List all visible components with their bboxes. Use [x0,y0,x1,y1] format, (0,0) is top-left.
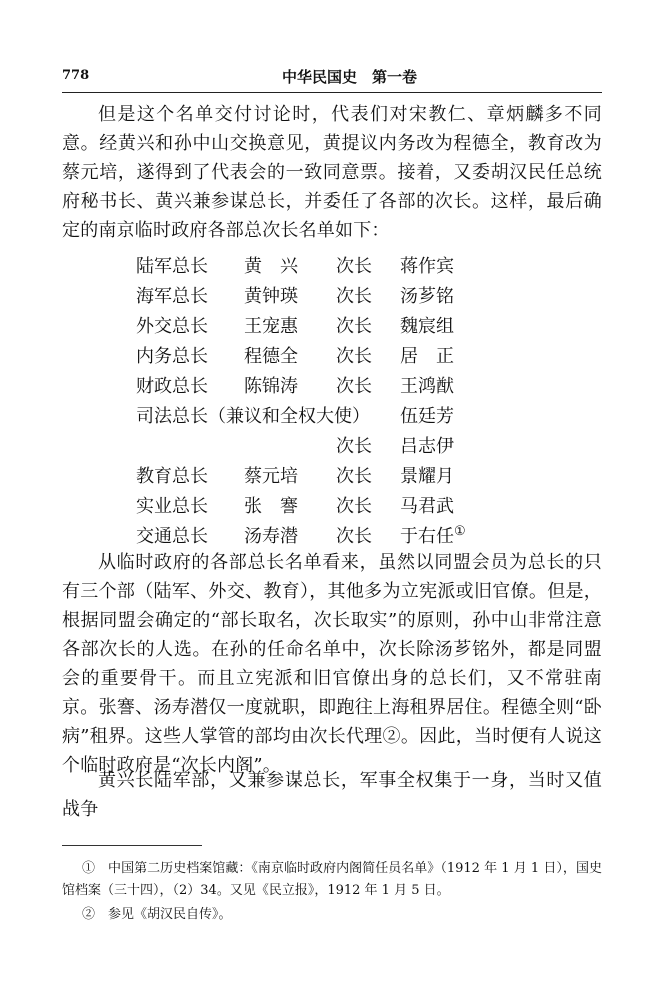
roster-minister: 蔡元培 [244,466,298,487]
roster-vice: 王鸿猷 [400,376,454,397]
roster-minister: 陈锦涛 [244,376,298,397]
header-rule [62,92,602,93]
roster-vice-title: 次长 [336,436,372,457]
body-paragraph: 从临时政府的各部总长名单看来，虽然以同盟会员为总长的只有三个部（陆军、外交、教育），其他多为立宪派或旧官僚。但是，根据同盟会确定的“部长取名，次长取实”的原则，孙中山非常注意各部次长的人选。在孙的任命名单中，次长除汤芗铭外，都是同盟会的重要骨干。而且立宪派和旧官僚出身的总长们，又不常驻南京。张謇、汤寿潜仅一度就职，即跑往上海租界居住。程德全则“卧病”租界。这些人掌管的部均由次长代理②。因此，当时便有人说这个临时政府是“次长内阁”。 [62,552,602,776]
roster-minister: 张 謇 [244,496,298,517]
roster-post: 内务总长 [136,346,208,367]
roster-vice: 景耀月 [400,466,454,487]
roster-vice-title: 次长 [336,256,372,277]
roster-post: 教育总长 [136,466,208,487]
body-paragraph: 但是这个名单交付讨论时，代表们对宋教仁、章炳麟多不同意。经黄兴和孙中山交换意见，黄提议内务改为程德全，教育改为蔡元培，遂得到了代表会的一致同意票。接着，又委胡汉民任总统府秘书长、黄兴兼参谋总长，并委任了各部的次长。这样，最后确定的南京临时政府各部总次长名单如下： [62,104,602,241]
roster-post: 陆军总长 [136,256,208,277]
roster-vice: 吕志伊 [400,436,454,457]
footnote: ② 参见《胡汉民自传》。 [82,907,232,922]
roster-post: 外交总长 [136,316,208,337]
page-header [62,66,602,90]
roster-vice: 魏宸组 [400,316,454,337]
roster-vice: 居 正 [400,346,454,367]
footnote-rule [62,845,202,846]
roster-vice: 于右任 [400,526,454,547]
roster-vice-title: 次长 [336,496,372,517]
roster-vice-title: 次长 [336,346,372,367]
roster-vice-title: 次长 [336,466,372,487]
roster-vice: 汤芗铭 [400,286,454,307]
roster-post: 司法总长（兼议和全权大使） [136,406,370,427]
roster-vice-title: 次长 [336,286,372,307]
roster-minister: 黄钟瑛 [244,286,298,307]
roster-vice-title: 次长 [336,316,372,337]
roster-vice-with-note [400,522,466,551]
running-title: 中华民国史 第一卷 [282,68,418,86]
body-paragraph: 黄兴长陆军部，又兼参谋总长，军事全权集于一身，当时又值战争 [62,770,602,820]
roster-post: 海军总长 [136,286,208,307]
roster-vice-title: 次长 [336,376,372,397]
roster-post: 财政总长 [136,376,208,397]
footnote-reference: ① [454,524,466,539]
footnote: ① 中国第二历史档案馆藏：《南京临时政府内阁简任员名单》（1912 年 1 月 1 日），国史馆档案（三十四），（2）34。又见《民立报》，1912 年 1 月 5 日。 [62,861,602,898]
roster-minister: 王宠惠 [244,316,298,337]
roster-post: 交通总长 [136,526,208,547]
roster-vice: 马君武 [400,496,454,517]
roster-minister: 黄 兴 [244,256,298,277]
roster-minister: 汤寿潜 [244,526,298,547]
roster-minister: 程德全 [244,346,298,367]
page-number: 778 [62,68,90,83]
roster-vice: 伍廷芳 [400,406,454,427]
roster-vice-title: 次长 [336,526,372,547]
roster-vice: 蒋作宾 [400,256,454,277]
roster-post: 实业总长 [136,496,208,517]
